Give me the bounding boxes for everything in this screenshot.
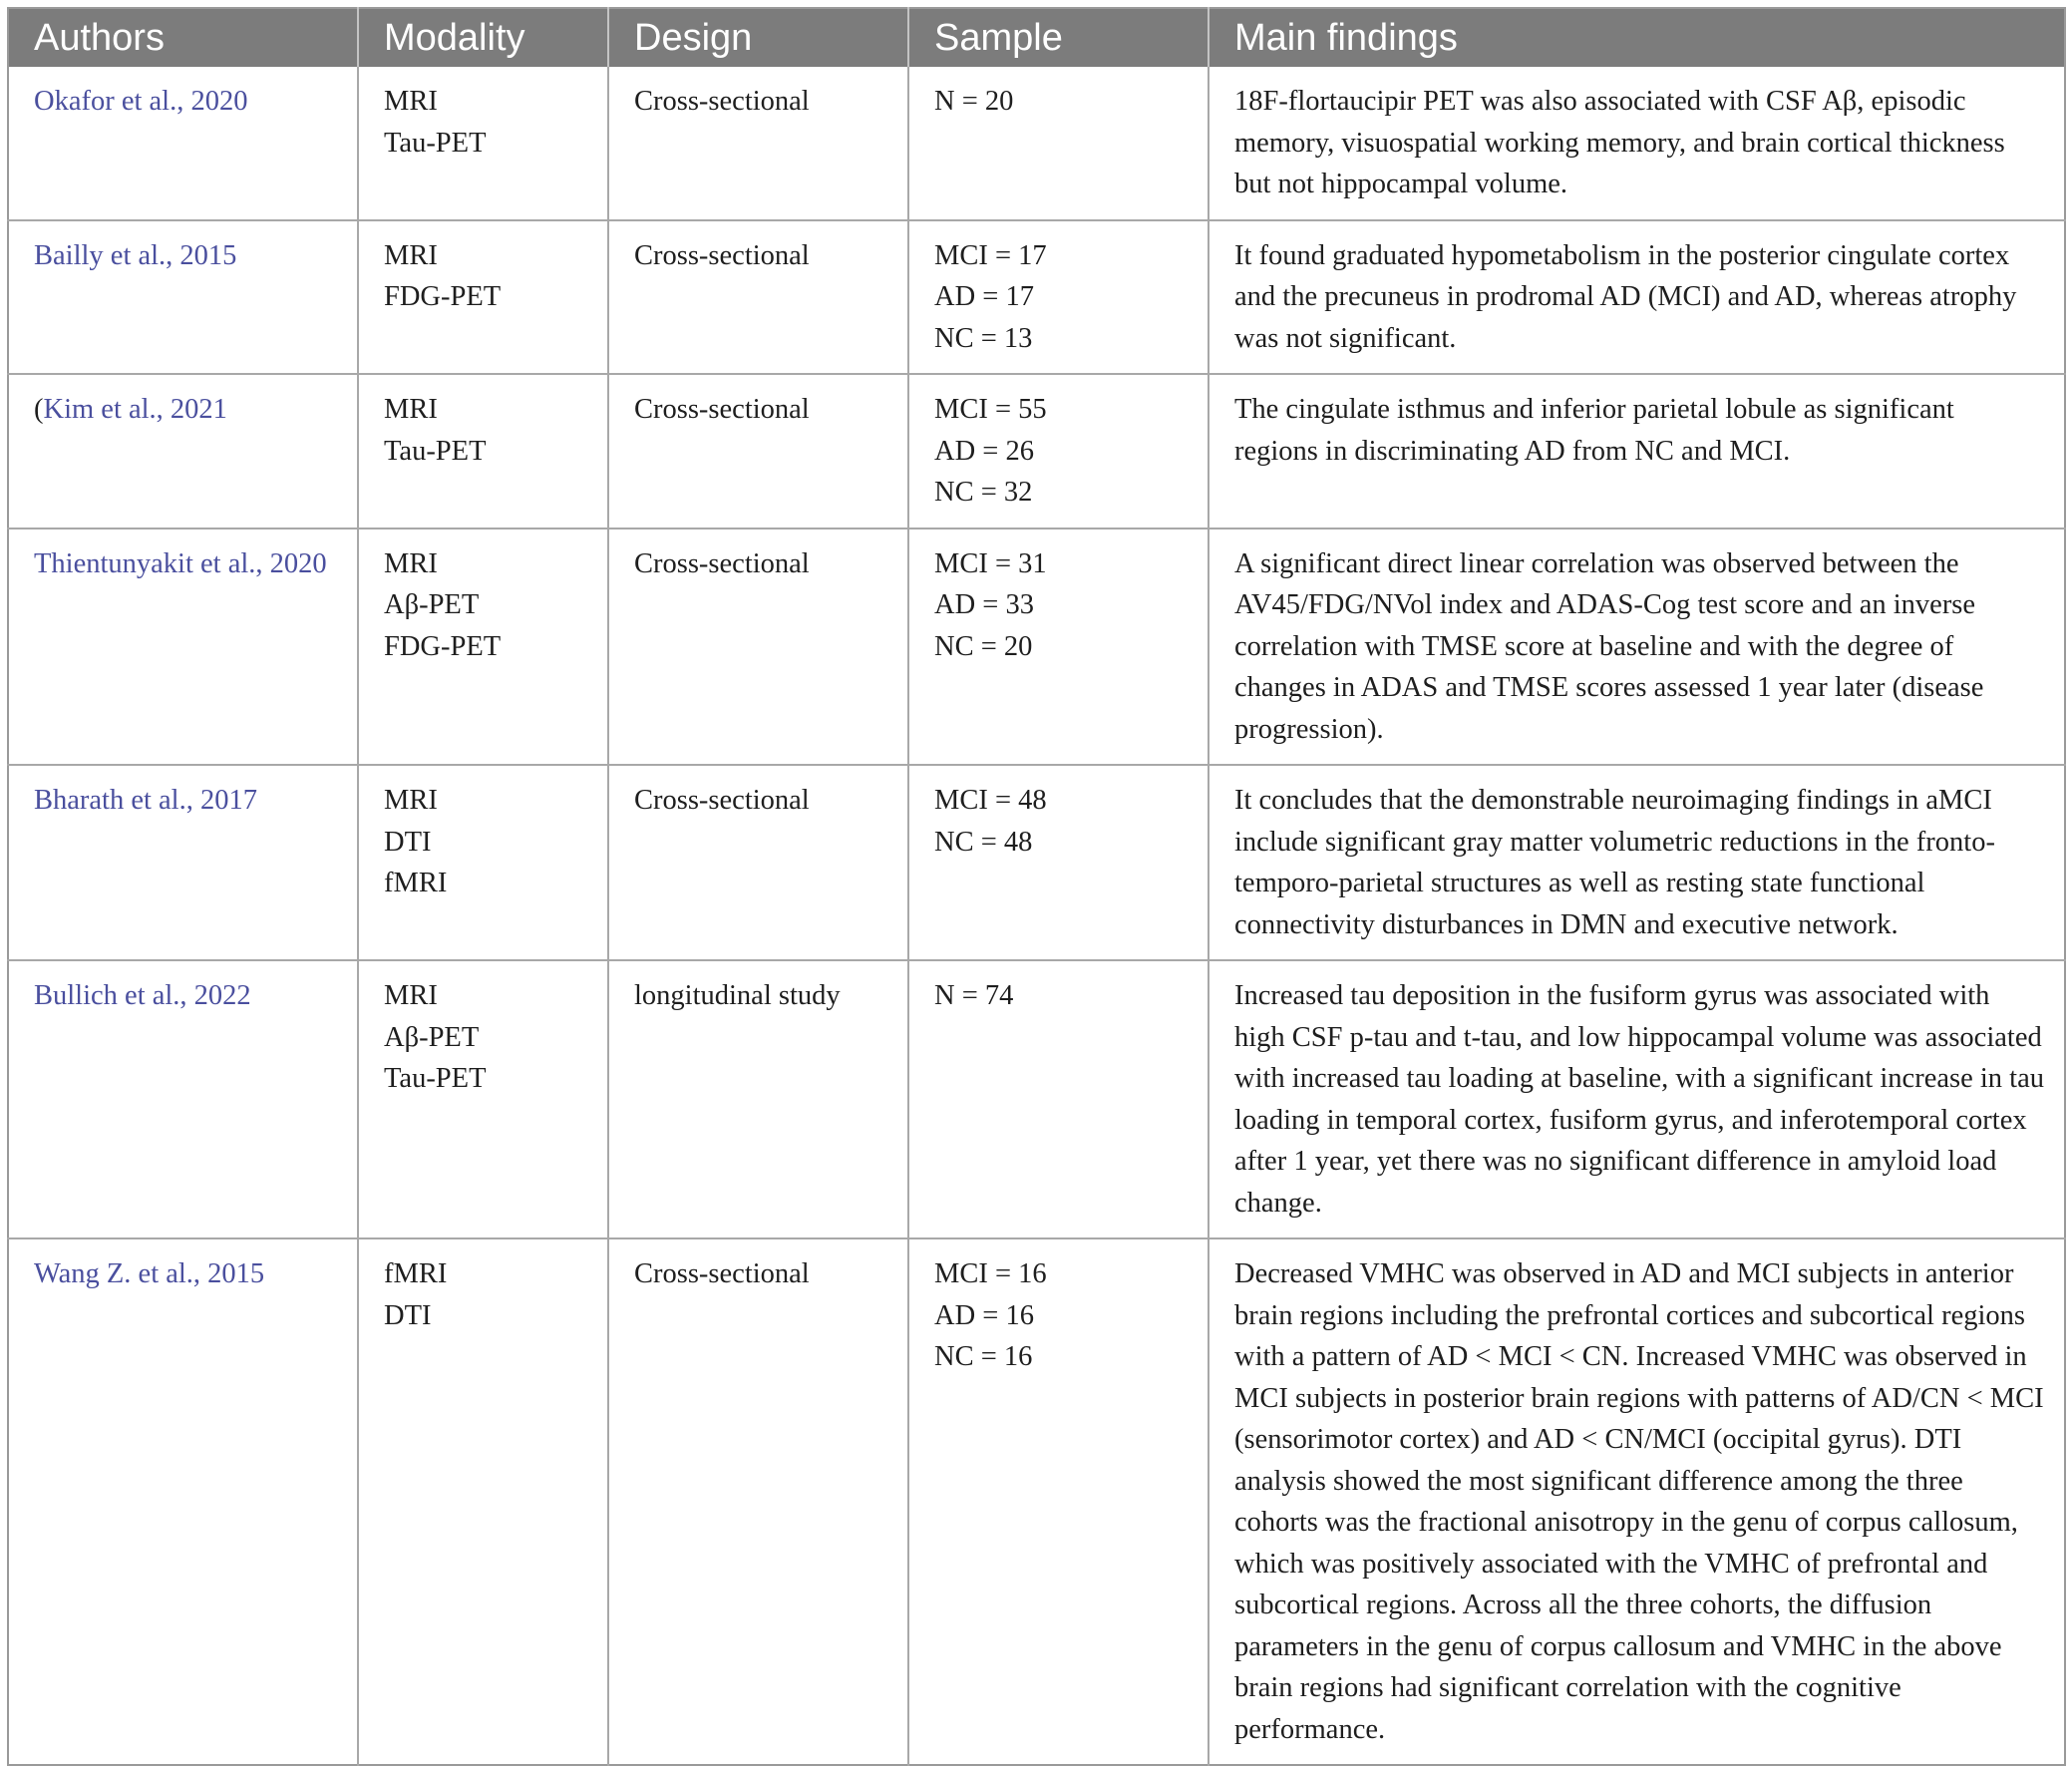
findings-cell: It found graduated hypometabolism in the posterior cingulate cortex and the precuneus in prodromal AD (MCI) and AD, whereas atrophy was not significant. bbox=[1209, 220, 2065, 375]
table-body bbox=[8, 67, 2065, 1765]
design-cell: Cross-sectional bbox=[608, 220, 908, 375]
table-row bbox=[8, 220, 2065, 375]
header-design: Design bbox=[608, 8, 908, 67]
design-cell: Cross-sectional bbox=[608, 529, 908, 766]
modality-item: Tau-PET bbox=[384, 435, 487, 467]
modality-item: MRI bbox=[384, 86, 438, 117]
design-cell: longitudinal study bbox=[608, 960, 908, 1238]
sample-item: MCI = 17 bbox=[934, 239, 1047, 271]
modality-item: MRI bbox=[384, 547, 438, 579]
modality-item: Aβ-PET bbox=[384, 1021, 480, 1053]
modality-cell bbox=[358, 960, 608, 1238]
design-cell: Cross-sectional bbox=[608, 765, 908, 960]
author-citation-link[interactable]: Bullich et al., 2022 bbox=[34, 980, 251, 1011]
modality-cell bbox=[358, 1238, 608, 1765]
author-cell bbox=[8, 67, 358, 220]
modality-cell bbox=[358, 765, 608, 960]
modality-item: fMRI bbox=[384, 868, 448, 898]
table-row bbox=[8, 960, 2065, 1238]
sample-item: MCI = 48 bbox=[934, 785, 1047, 816]
author-prefix: ( bbox=[34, 394, 44, 425]
author-cell bbox=[8, 374, 358, 529]
table-row bbox=[8, 67, 2065, 220]
table-header bbox=[8, 8, 2065, 67]
modality-item: MRI bbox=[384, 394, 438, 425]
modality-item: Aβ-PET bbox=[384, 589, 480, 620]
author-citation-link[interactable]: Wang Z. et al., 2015 bbox=[34, 1258, 265, 1289]
sample-cell bbox=[908, 765, 1209, 960]
author-citation-link[interactable]: Okafor et al., 2020 bbox=[34, 86, 248, 117]
modality-item: DTI bbox=[384, 826, 432, 858]
sample-cell bbox=[908, 1238, 1209, 1765]
findings-table bbox=[7, 7, 2066, 1766]
findings-cell: Decreased VMHC was observed in AD and MCI subjects in anterior brain regions including the prefrontal cortices and subcortical regions with a pattern of AD < MCI < CN. Increased VMHC was observed in MCI subjects in posterior brain regions with patterns of AD/CN < MCI (sensorimotor cortex) and AD < CN/MCI (occipital gyrus). DTI analysis showed the most significant difference among the three cohorts was the fractional anisotropy in the genu of corpus callosum, which was positively associated with the VMHC of prefrontal and subcortical regions. Across all the three cohorts, the diffusion parameters in the genu of corpus callosum and VMHC in the above brain regions had significant correlation with the cognitive performance. bbox=[1234, 1258, 2044, 1745]
sample-item: NC = 16 bbox=[934, 1341, 1033, 1372]
header-row bbox=[8, 8, 2065, 67]
modality-item: FDG-PET bbox=[384, 281, 502, 312]
sample-item: MCI = 31 bbox=[934, 547, 1047, 579]
design-cell: Cross-sectional bbox=[608, 67, 908, 220]
author-citation-link[interactable]: Bailly et al., 2015 bbox=[34, 239, 237, 271]
design-cell: Cross-sectional bbox=[608, 1238, 908, 1765]
sample-item: NC = 13 bbox=[934, 322, 1033, 354]
table-row bbox=[8, 765, 2065, 960]
modality-item: fMRI bbox=[384, 1258, 448, 1289]
modality-item: Tau-PET bbox=[384, 127, 487, 159]
table-row bbox=[8, 374, 2065, 529]
sample-item: N = 20 bbox=[934, 86, 1014, 117]
table-row bbox=[8, 1238, 2065, 1765]
modality-item: MRI bbox=[384, 980, 438, 1011]
sample-item: AD = 26 bbox=[934, 435, 1034, 467]
author-citation-link[interactable]: Kim et al., 2021 bbox=[43, 394, 227, 425]
author-cell bbox=[8, 1238, 358, 1765]
findings-cell: The cingulate isthmus and inferior parietal lobule as significant regions in discriminating AD from NC and MCI. bbox=[1209, 374, 2065, 529]
modality-cell bbox=[358, 374, 608, 529]
modality-cell bbox=[358, 529, 608, 766]
table-row bbox=[8, 529, 2065, 766]
header-main-findings: Main findings bbox=[1209, 8, 2065, 67]
sample-item: AD = 33 bbox=[934, 589, 1034, 620]
modality-item: FDG-PET bbox=[384, 630, 502, 662]
findings-cell: 18F-flortaucipir PET was also associated with CSF Aβ, episodic memory, visuospatial working memory, and brain cortical thickness but not hippocampal volume. bbox=[1209, 67, 2065, 220]
author-cell bbox=[8, 960, 358, 1238]
findings-cell: A significant direct linear correlation was observed between the AV45/FDG/NVol index and ADAS-Cog test score and an inverse correlation with TMSE score at baseline and with the degree of changes in ADAS and TMSE scores assessed 1 year later (disease progression). bbox=[1209, 529, 2065, 766]
sample-cell bbox=[908, 529, 1209, 766]
header-modality: Modality bbox=[358, 8, 608, 67]
sample-cell bbox=[908, 374, 1209, 529]
sample-cell bbox=[908, 960, 1209, 1238]
modality-cell bbox=[358, 220, 608, 375]
sample-item: AD = 17 bbox=[934, 281, 1034, 312]
findings-cell: It concludes that the demonstrable neuroimaging findings in aMCI include significant gray matter volumetric reductions in the fronto-temporo-parietal structures as well as resting state functional connectivity disturbances in DMN and executive network. bbox=[1209, 765, 2065, 960]
findings-cell: Increased tau deposition in the fusiform gyrus was associated with high CSF p-tau and t-tau, and low hippocampal volume was associated with increased tau loading at baseline, with a significant increase in tau loading in temporal cortex, fusiform gyrus, and inferotemporal cortex after 1 year, yet there was no significant difference in amyloid load change. bbox=[1209, 960, 2065, 1238]
author-cell bbox=[8, 220, 358, 375]
modality-item: MRI bbox=[384, 239, 438, 271]
sample-item: NC = 32 bbox=[934, 477, 1033, 508]
sample-item: NC = 48 bbox=[934, 826, 1033, 858]
header-sample: Sample bbox=[908, 8, 1209, 67]
modality-item: DTI bbox=[384, 1299, 432, 1331]
author-cell bbox=[8, 765, 358, 960]
sample-item: N = 74 bbox=[934, 980, 1014, 1011]
modality-item: Tau-PET bbox=[384, 1063, 487, 1094]
modality-cell bbox=[358, 67, 608, 220]
sample-cell bbox=[908, 220, 1209, 375]
author-cell bbox=[8, 529, 358, 766]
sample-item: MCI = 16 bbox=[934, 1258, 1047, 1289]
header-authors: Authors bbox=[8, 8, 358, 67]
sample-item: AD = 16 bbox=[934, 1299, 1034, 1331]
sample-item: NC = 20 bbox=[934, 630, 1033, 662]
sample-item: MCI = 55 bbox=[934, 394, 1047, 425]
sample-cell bbox=[908, 67, 1209, 220]
modality-item: MRI bbox=[384, 785, 438, 816]
author-citation-link[interactable]: Thientunyakit et al., 2020 bbox=[34, 547, 327, 579]
design-cell: Cross-sectional bbox=[608, 374, 908, 529]
author-citation-link[interactable]: Bharath et al., 2017 bbox=[34, 785, 257, 816]
